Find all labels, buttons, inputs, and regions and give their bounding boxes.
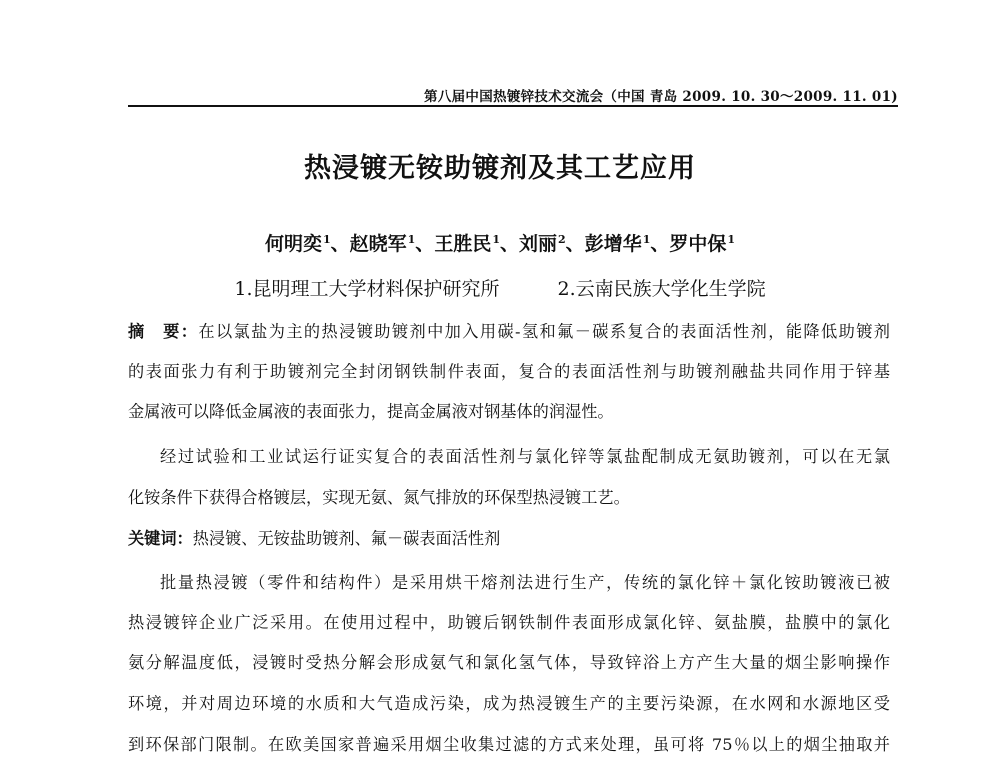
affiliation-1: 1.昆明理工大学材料保护研究所 bbox=[234, 278, 500, 300]
author: 刘丽$^2$、 bbox=[519, 233, 585, 255]
keywords-text: 热浸镀、无铵盐助镀剂、氟－碳表面活性剂 bbox=[192, 529, 501, 548]
body-line: 热浸镀锌企业广泛采用。在使用过程中，助镀后钢铁制件表面形成氯化锌、氨盐膜，盐膜中的氯化 bbox=[128, 613, 890, 632]
body-line: 批量热浸镀（零件和结构件）是采用烘干熔剂法进行生产，传统的氯化锌＋氯化铵助镀液已被 bbox=[160, 573, 890, 592]
author: 王胜民$^1$、 bbox=[434, 233, 519, 255]
body-line: 环境，并对周边环境的水质和大气造成污染，成为热浸镀生产的主要污染源，在水网和水源地区受 bbox=[128, 694, 890, 713]
conference-info: 第八届中国热镀锌技术交流会（中国 青岛 2009. 10. 30～2009. 11. 01) bbox=[424, 89, 898, 105]
affiliations bbox=[0, 274, 1000, 301]
keywords-label: 关键词： bbox=[128, 529, 193, 548]
body-line: 氨分解温度低，浸镀时受热分解会形成氨气和氯化氢气体，导致锌浴上方产生大量的烟尘影响操作 bbox=[128, 653, 890, 672]
abstract-line: 摘 要：在以氯盐为主的热浸镀助镀剂中加入用碳-氢和氟－碳系复合的表面活性剂，能降低助镀剂 bbox=[128, 322, 890, 341]
author: 何明奕$^1$、 bbox=[264, 233, 350, 255]
keywords bbox=[128, 525, 890, 549]
author-list bbox=[0, 229, 1000, 256]
author: 彭增华$^1$、 bbox=[584, 233, 670, 255]
body-line: 到环保部门限制。在欧美国家普遍采用烟尘收集过滤的方式来处理，虽可将 75％以上的烟尘抽取并 bbox=[128, 735, 890, 754]
running-header bbox=[128, 83, 898, 107]
abstract-line: 金属液可以降低金属液的表面张力，提高金属液对钢基体的润湿性。 bbox=[128, 402, 614, 421]
abstract-label: 摘 要： bbox=[128, 322, 199, 341]
author: 赵晓军$^1$、 bbox=[349, 233, 435, 255]
author: 罗中保$^1$ bbox=[669, 233, 736, 255]
paper-title: 热浸镀无铵助镀剂及其工艺应用 bbox=[304, 153, 696, 184]
abstract-line: 的表面张力有利于助镀剂完全封闭钢铁制件表面，复合的表面活性剂与助镀剂融盐共同作用于锌基 bbox=[128, 362, 890, 381]
affiliation-2: 2.云南民族大学化生学院 bbox=[557, 278, 766, 300]
abstract-line: 经过试验和工业试运行证实复合的表面活性剂与氯化锌等氯盐配制成无氨助镀剂，可以在无氯 bbox=[160, 447, 890, 466]
abstract-line: 化铵条件下获得合格镀层，实现无氨、氮气排放的环保型热浸镀工艺。 bbox=[128, 488, 630, 507]
